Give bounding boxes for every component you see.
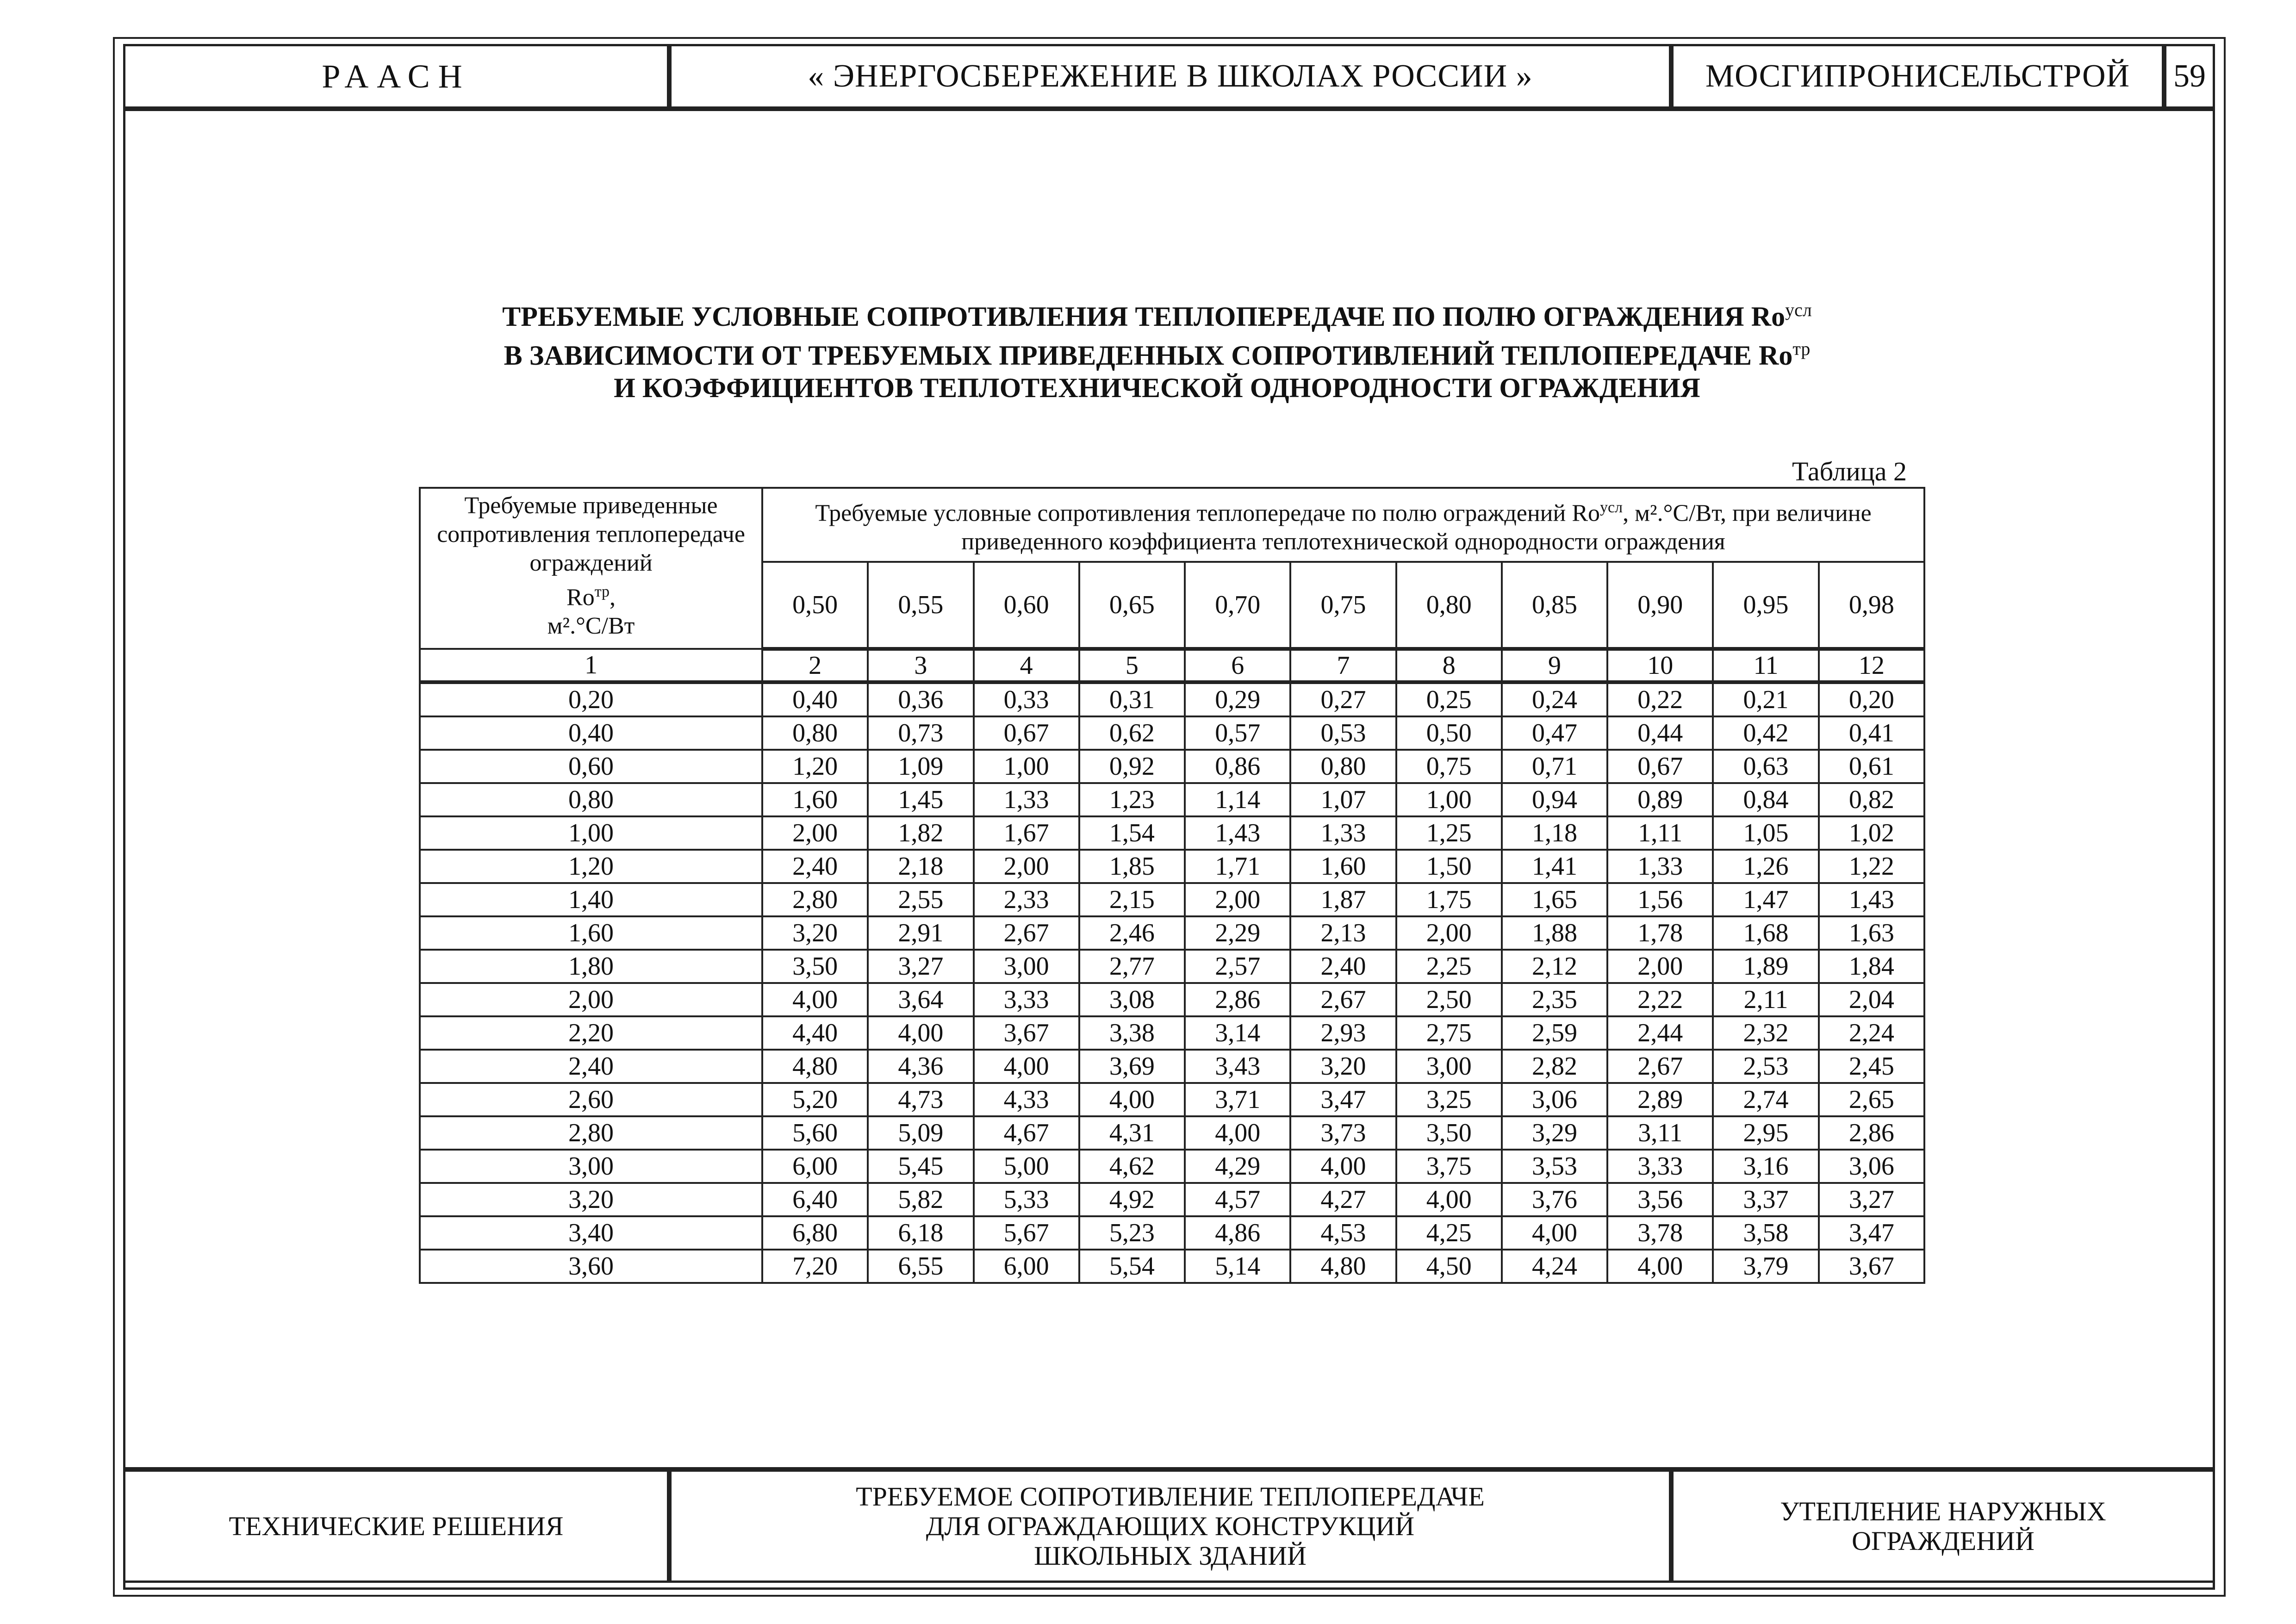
conditional-resistance-cell: 4,53 [1290,1216,1396,1250]
table-row [420,983,1924,1016]
conditional-resistance-cell: 0,24 [1502,682,1607,716]
conditional-resistance-cell: 1,22 [1819,850,1924,883]
conditional-resistance-cell: 2,12 [1502,950,1607,983]
required-resistance-cell: 1,00 [420,816,762,850]
conditional-resistance-cell: 1,00 [974,750,1079,783]
header-program: « ЭНЕРГОСБЕРЕЖЕНИЕ В ШКОЛАХ РОССИИ » [808,58,1533,94]
column-number: 11 [1713,649,1818,682]
conditional-resistance-cell: 2,57 [1185,950,1290,983]
conditional-resistance-cell: 2,74 [1713,1083,1818,1116]
conditional-resistance-cell: 2,00 [1607,950,1713,983]
conditional-resistance-cell: 0,92 [1079,750,1185,783]
conditional-resistance-cell: 1,75 [1396,883,1502,916]
conditional-resistance-cell: 5,00 [974,1150,1079,1183]
header-program-cell [669,44,1671,109]
conditional-resistance-cell: 5,67 [974,1216,1079,1250]
conditional-resistance-cell: 6,00 [974,1250,1079,1283]
conditional-resistance-cell: 1,84 [1819,950,1924,983]
conditional-resistance-cell: 1,45 [868,783,973,816]
conditional-resistance-cell: 1,78 [1607,916,1713,950]
conditional-resistance-cell: 0,84 [1713,783,1818,816]
conditional-resistance-cell: 0,53 [1290,716,1396,750]
table-row [420,750,1924,783]
conditional-resistance-cell: 0,47 [1502,716,1607,750]
conditional-resistance-cell: 2,75 [1396,1016,1502,1050]
footer-title-line-3: ШКОЛЬНЫХ ЗДАНИЙ [1034,1540,1307,1571]
conditional-resistance-cell: 6,00 [762,1150,868,1183]
conditional-resistance-cell: 0,80 [1290,750,1396,783]
conditional-resistance-cell: 2,86 [1185,983,1290,1016]
conditional-resistance-cell: 4,86 [1185,1216,1290,1250]
conditional-resistance-cell: 0,73 [868,716,973,750]
conditional-resistance-cell: 5,09 [868,1116,973,1150]
conditional-resistance-cell: 3,76 [1502,1183,1607,1216]
conditional-resistance-cell: 4,24 [1502,1250,1607,1283]
conditional-resistance-cell: 5,14 [1185,1250,1290,1283]
column-number: 1 [420,649,762,682]
required-resistance-cell: 3,00 [420,1150,762,1183]
conditional-resistance-cell: 1,60 [762,783,868,816]
conditional-resistance-cell: 4,50 [1396,1250,1502,1283]
conditional-resistance-cell: 5,54 [1079,1250,1185,1283]
header-org: РААСН [322,57,471,95]
conditional-resistance-cell: 3,14 [1185,1016,1290,1050]
conditional-resistance-cell: 3,38 [1079,1016,1185,1050]
conditional-resistance-cell: 2,59 [1502,1016,1607,1050]
conditional-resistance-cell: 0,21 [1713,682,1818,716]
conditional-resistance-cell: 2,15 [1079,883,1185,916]
conditional-resistance-cell: 0,67 [974,716,1079,750]
conditional-resistance-cell: 6,55 [868,1250,973,1283]
conditional-resistance-cell: 0,94 [1502,783,1607,816]
conditional-resistance-cell: 5,23 [1079,1216,1185,1250]
conditional-resistance-cell: 1,54 [1079,816,1185,850]
conditional-resistance-cell: 2,04 [1819,983,1924,1016]
conditional-resistance-cell: 3,11 [1607,1116,1713,1150]
column-number: 3 [868,649,973,682]
conditional-resistance-cell: 3,27 [868,950,973,983]
conditional-resistance-cell: 3,73 [1290,1116,1396,1150]
conditional-resistance-cell: 2,45 [1819,1050,1924,1083]
conditional-resistance-cell: 3,06 [1502,1083,1607,1116]
conditional-resistance-cell: 4,80 [762,1050,868,1083]
conditional-resistance-cell: 2,40 [762,850,868,883]
conditional-resistance-cell: 1,14 [1185,783,1290,816]
conditional-resistance-cell: 3,33 [1607,1150,1713,1183]
conditional-resistance-cell: 0,27 [1290,682,1396,716]
conditional-resistance-cell: 5,82 [868,1183,973,1216]
conditional-resistance-cell: 2,77 [1079,950,1185,983]
conditional-resistance-cell: 1,50 [1396,850,1502,883]
conditional-resistance-cell: 3,27 [1819,1183,1924,1216]
required-resistance-cell: 1,60 [420,916,762,950]
conditional-resistance-cell: 0,36 [868,682,973,716]
conditional-resistance-cell: 4,00 [1079,1083,1185,1116]
coefficient-header: 0,80 [1396,562,1502,649]
required-resistance-cell: 1,80 [420,950,762,983]
conditional-resistance-cell: 2,00 [762,816,868,850]
table-row [420,1216,1924,1250]
conditional-resistance-cell: 2,46 [1079,916,1185,950]
table-row [420,1150,1924,1183]
table-row [420,816,1924,850]
conditional-resistance-cell: 2,00 [974,850,1079,883]
required-resistance-cell: 2,40 [420,1050,762,1083]
conditional-resistance-cell: 1,43 [1819,883,1924,916]
conditional-resistance-cell: 2,00 [1185,883,1290,916]
conditional-resistance-cell: 2,95 [1713,1116,1818,1150]
conditional-resistance-cell: 0,61 [1819,750,1924,783]
column-number: 6 [1185,649,1290,682]
conditional-resistance-cell: 0,22 [1607,682,1713,716]
required-resistance-cell: 2,00 [420,983,762,1016]
conditional-resistance-cell: 2,82 [1502,1050,1607,1083]
title-line-2: В ЗАВИСИМОСТИ ОТ ТРЕБУЕМЫХ ПРИВЕДЕННЫХ СОПРОТИВЛЕНИЙ ТЕПЛОПЕРЕДАЧЕ $Rо^{тр}$ [504,338,1811,371]
column-number: 10 [1607,649,1713,682]
conditional-resistance-cell: 0,40 [762,682,868,716]
left-header-cell: Требуемые приведенные сопротивления теплопередаче ограждений $Ro^{тр}$, м².°С/Вт [420,488,762,649]
conditional-resistance-cell: 0,29 [1185,682,1290,716]
conditional-resistance-cell: 4,36 [868,1050,973,1083]
conditional-resistance-cell: 4,62 [1079,1150,1185,1183]
conditional-resistance-cell: 3,43 [1185,1050,1290,1083]
required-resistance-cell: 3,60 [420,1250,762,1283]
conditional-resistance-cell: 0,62 [1079,716,1185,750]
conditional-resistance-cell: 1,18 [1502,816,1607,850]
conditional-resistance-cell: 3,67 [1819,1250,1924,1283]
footer-topic-line-2: ОГРАЖДЕНИЙ [1852,1525,2035,1556]
conditional-resistance-cell: 1,68 [1713,916,1818,950]
required-resistance-cell: 1,20 [420,850,762,883]
conditional-resistance-cell: 2,40 [1290,950,1396,983]
table-row [420,1116,1924,1150]
conditional-resistance-cell: 4,92 [1079,1183,1185,1216]
header-institute: МОСГИПРОНИСЕЛЬСТРОЙ [1705,58,2130,94]
conditional-resistance-cell: 1,82 [868,816,973,850]
table-row [420,682,1924,716]
conditional-resistance-cell: 1,11 [1607,816,1713,850]
conditional-resistance-cell: 1,89 [1713,950,1818,983]
conditional-resistance-cell: 3,64 [868,983,973,1016]
column-number: 4 [974,649,1079,682]
conditional-resistance-cell: 1,60 [1290,850,1396,883]
conditional-resistance-cell: 0,42 [1713,716,1818,750]
conditional-resistance-cell: 4,80 [1290,1250,1396,1283]
conditional-resistance-cell: 3,08 [1079,983,1185,1016]
required-resistance-cell: 3,40 [420,1216,762,1250]
conditional-resistance-cell: 3,00 [974,950,1079,983]
conditional-resistance-cell: 1,09 [868,750,973,783]
conditional-resistance-cell: 2,89 [1607,1083,1713,1116]
title-line-1: ТРЕБУЕМЫЕ УСЛОВНЫЕ СОПРОТИВЛЕНИЯ ТЕПЛОПЕРЕДАЧЕ ПО ПОЛЮ ОГРАЖДЕНИЯ $Rо^{усл}$ [502,299,1812,332]
conditional-resistance-cell: 5,60 [762,1116,868,1150]
conditional-resistance-cell: 0,75 [1396,750,1502,783]
conditional-resistance-cell: 1,67 [974,816,1079,850]
conditional-resistance-cell: 1,65 [1502,883,1607,916]
conditional-resistance-cell: 5,45 [868,1150,973,1183]
footer-title-line-1: ТРЕБУЕМОЕ СОПРОТИВЛЕНИЕ ТЕПЛОПЕРЕДАЧЕ [856,1481,1485,1512]
table-row [420,850,1924,883]
table-row [420,1050,1924,1083]
conditional-resistance-cell: 2,00 [1396,916,1502,950]
conditional-resistance-cell: 0,80 [762,716,868,750]
conditional-resistance-cell: 0,89 [1607,783,1713,816]
conditional-resistance-cell: 0,20 [1819,682,1924,716]
footer-title-cell [669,1469,1671,1583]
conditional-resistance-cell: 3,71 [1185,1083,1290,1116]
conditional-resistance-cell: 1,63 [1819,916,1924,950]
table-label: Таблица 2 [1792,456,1907,486]
footer-section-cell [123,1469,669,1583]
conditional-resistance-cell: 0,33 [974,682,1079,716]
conditional-resistance-cell: 1,07 [1290,783,1396,816]
conditional-resistance-cell: 3,53 [1502,1150,1607,1183]
footer-topic-cell [1671,1469,2215,1583]
conditional-resistance-cell: 3,47 [1290,1083,1396,1116]
coefficient-header: 0,60 [974,562,1079,649]
conditional-resistance-cell: 2,29 [1185,916,1290,950]
page-number: 59 [2173,58,2206,94]
conditional-resistance-cell: 0,44 [1607,716,1713,750]
conditional-resistance-cell: 0,57 [1185,716,1290,750]
table-row [420,1250,1924,1283]
table-row [420,883,1924,916]
conditional-resistance-cell: 1,26 [1713,850,1818,883]
conditional-resistance-cell: 4,29 [1185,1150,1290,1183]
column-number: 5 [1079,649,1185,682]
conditional-resistance-cell: 0,67 [1607,750,1713,783]
conditional-resistance-cell: 3,29 [1502,1116,1607,1150]
coefficient-header: 0,55 [868,562,973,649]
conditional-resistance-cell: 4,00 [868,1016,973,1050]
conditional-resistance-cell: 2,11 [1713,983,1818,1016]
table-row [420,783,1924,816]
conditional-resistance-cell: 3,75 [1396,1150,1502,1183]
coefficient-header: 0,95 [1713,562,1818,649]
conditional-resistance-cell: 2,33 [974,883,1079,916]
conditional-resistance-cell: 1,23 [1079,783,1185,816]
conditional-resistance-cell: 1,33 [1290,816,1396,850]
required-resistance-cell: 1,40 [420,883,762,916]
conditional-resistance-cell: 4,57 [1185,1183,1290,1216]
conditional-resistance-cell: 1,25 [1396,816,1502,850]
conditional-resistance-cell: 0,63 [1713,750,1818,783]
coefficient-header: 0,98 [1819,562,1924,649]
resistance-table [419,487,1925,1284]
table-row [420,916,1924,950]
conditional-resistance-cell: 4,00 [974,1050,1079,1083]
required-resistance-cell: 2,60 [420,1083,762,1116]
conditional-resistance-cell: 0,25 [1396,682,1502,716]
conditional-resistance-cell: 1,56 [1607,883,1713,916]
conditional-resistance-cell: 4,25 [1396,1216,1502,1250]
required-resistance-cell: 0,20 [420,682,762,716]
conditional-resistance-cell: 6,40 [762,1183,868,1216]
conditional-resistance-cell: 2,67 [1607,1050,1713,1083]
conditional-resistance-cell: 4,00 [1502,1216,1607,1250]
coefficient-header: 0,65 [1079,562,1185,649]
conditional-resistance-cell: 1,02 [1819,816,1924,850]
conditional-resistance-cell: 4,00 [1396,1183,1502,1216]
conditional-resistance-cell: 4,00 [1290,1150,1396,1183]
conditional-resistance-cell: 2,44 [1607,1016,1713,1050]
conditional-resistance-cell: 1,20 [762,750,868,783]
conditional-resistance-cell: 2,67 [1290,983,1396,1016]
conditional-resistance-cell: 2,53 [1713,1050,1818,1083]
conditional-resistance-cell: 4,00 [1185,1116,1290,1150]
conditional-resistance-cell: 2,50 [1396,983,1502,1016]
footer-title-line-2: ДЛЯ ОГРАЖДАЮЩИХ КОНСТРУКЦИЙ [926,1511,1415,1541]
conditional-resistance-cell: 5,20 [762,1083,868,1116]
conditional-resistance-cell: 3,25 [1396,1083,1502,1116]
conditional-resistance-cell: 0,31 [1079,682,1185,716]
conditional-resistance-cell: 0,86 [1185,750,1290,783]
conditional-resistance-cell: 2,35 [1502,983,1607,1016]
conditional-resistance-cell: 3,33 [974,983,1079,1016]
conditional-resistance-cell: 3,50 [1396,1116,1502,1150]
conditional-resistance-cell: 3,78 [1607,1216,1713,1250]
column-number: 8 [1396,649,1502,682]
conditional-resistance-cell: 3,37 [1713,1183,1818,1216]
conditional-resistance-cell: 0,41 [1819,716,1924,750]
conditional-resistance-cell: 2,18 [868,850,973,883]
conditional-resistance-cell: 3,58 [1713,1216,1818,1250]
conditional-resistance-cell: 6,80 [762,1216,868,1250]
conditional-resistance-cell: 1,85 [1079,850,1185,883]
conditional-resistance-cell: 1,33 [974,783,1079,816]
conditional-resistance-cell: 3,69 [1079,1050,1185,1083]
conditional-resistance-cell: 2,24 [1819,1016,1924,1050]
conditional-resistance-cell: 4,40 [762,1016,868,1050]
conditional-resistance-cell: 2,32 [1713,1016,1818,1050]
table-row [420,716,1924,750]
conditional-resistance-cell: 4,73 [868,1083,973,1116]
conditional-resistance-cell: 3,20 [1290,1050,1396,1083]
conditional-resistance-cell: 3,50 [762,950,868,983]
coefficient-header: 0,50 [762,562,868,649]
conditional-resistance-cell: 2,22 [1607,983,1713,1016]
conditional-resistance-cell: 1,05 [1713,816,1818,850]
conditional-resistance-cell: 1,33 [1607,850,1713,883]
coefficient-header: 0,75 [1290,562,1396,649]
conditional-resistance-cell: 0,82 [1819,783,1924,816]
required-resistance-cell: 0,80 [420,783,762,816]
conditional-resistance-cell: 3,06 [1819,1150,1924,1183]
document-title [324,294,1990,404]
conditional-resistance-cell: 5,33 [974,1183,1079,1216]
conditional-resistance-cell: 0,50 [1396,716,1502,750]
conditional-resistance-cell: 1,00 [1396,783,1502,816]
conditional-resistance-cell: 2,93 [1290,1016,1396,1050]
table-row [420,1016,1924,1050]
conditional-resistance-cell: 2,67 [974,916,1079,950]
conditional-resistance-cell: 3,79 [1713,1250,1818,1283]
conditional-resistance-cell: 3,67 [974,1016,1079,1050]
conditional-resistance-cell: 3,16 [1713,1150,1818,1183]
title-line-3: И КОЭФФИЦИЕНТОВ ТЕПЛОТЕХНИЧЕСКОЙ ОДНОРОДНОСТИ ОГРАЖДЕНИЯ [614,373,1700,403]
span-header-cell: Требуемые условные сопротивления теплопередаче по полю ограждений $Ro^{усл}$, м².°С/Вт, при величине приведенного коэффициента теплотехнической однородности ограждения [762,488,1924,562]
conditional-resistance-cell: 4,00 [1607,1250,1713,1283]
conditional-resistance-cell: 1,87 [1290,883,1396,916]
conditional-resistance-cell: 3,20 [762,916,868,950]
conditional-resistance-cell: 2,86 [1819,1116,1924,1150]
coefficient-header: 0,90 [1607,562,1713,649]
header-institute-cell [1671,44,2164,109]
table-row [420,1183,1924,1216]
conditional-resistance-cell: 3,00 [1396,1050,1502,1083]
column-number: 12 [1819,649,1924,682]
table-row [420,1083,1924,1116]
conditional-resistance-cell: 3,47 [1819,1216,1924,1250]
conditional-resistance-cell: 1,47 [1713,883,1818,916]
conditional-resistance-cell: 4,00 [762,983,868,1016]
conditional-resistance-cell: 4,27 [1290,1183,1396,1216]
conditional-resistance-cell: 1,43 [1185,816,1290,850]
table-row [420,950,1924,983]
conditional-resistance-cell: 2,13 [1290,916,1396,950]
conditional-resistance-cell: 2,55 [868,883,973,916]
required-resistance-cell: 0,60 [420,750,762,783]
conditional-resistance-cell: 3,56 [1607,1183,1713,1216]
conditional-resistance-cell: 4,67 [974,1116,1079,1150]
conditional-resistance-cell: 4,33 [974,1083,1079,1116]
column-number: 2 [762,649,868,682]
required-resistance-cell: 0,40 [420,716,762,750]
required-resistance-cell: 2,20 [420,1016,762,1050]
required-resistance-cell: 2,80 [420,1116,762,1150]
conditional-resistance-cell: 4,31 [1079,1116,1185,1150]
conditional-resistance-cell: 2,80 [762,883,868,916]
footer-topic-line-1: УТЕПЛЕНИЕ НАРУЖНЫХ [1780,1496,2106,1526]
conditional-resistance-cell: 2,65 [1819,1083,1924,1116]
coefficient-header: 0,70 [1185,562,1290,649]
footer-section: ТЕХНИЧЕСКИЕ РЕШЕНИЯ [229,1511,564,1541]
conditional-resistance-cell: 2,91 [868,916,973,950]
column-number: 7 [1290,649,1396,682]
conditional-resistance-cell: 0,71 [1502,750,1607,783]
required-resistance-cell: 3,20 [420,1183,762,1216]
conditional-resistance-cell: 1,71 [1185,850,1290,883]
conditional-resistance-cell: 6,18 [868,1216,973,1250]
conditional-resistance-cell: 1,41 [1502,850,1607,883]
column-number: 9 [1502,649,1607,682]
coefficient-header: 0,85 [1502,562,1607,649]
header-org-cell [123,44,669,109]
header-page-number-cell [2164,44,2215,109]
conditional-resistance-cell: 2,25 [1396,950,1502,983]
conditional-resistance-cell: 7,20 [762,1250,868,1283]
conditional-resistance-cell: 1,88 [1502,916,1607,950]
